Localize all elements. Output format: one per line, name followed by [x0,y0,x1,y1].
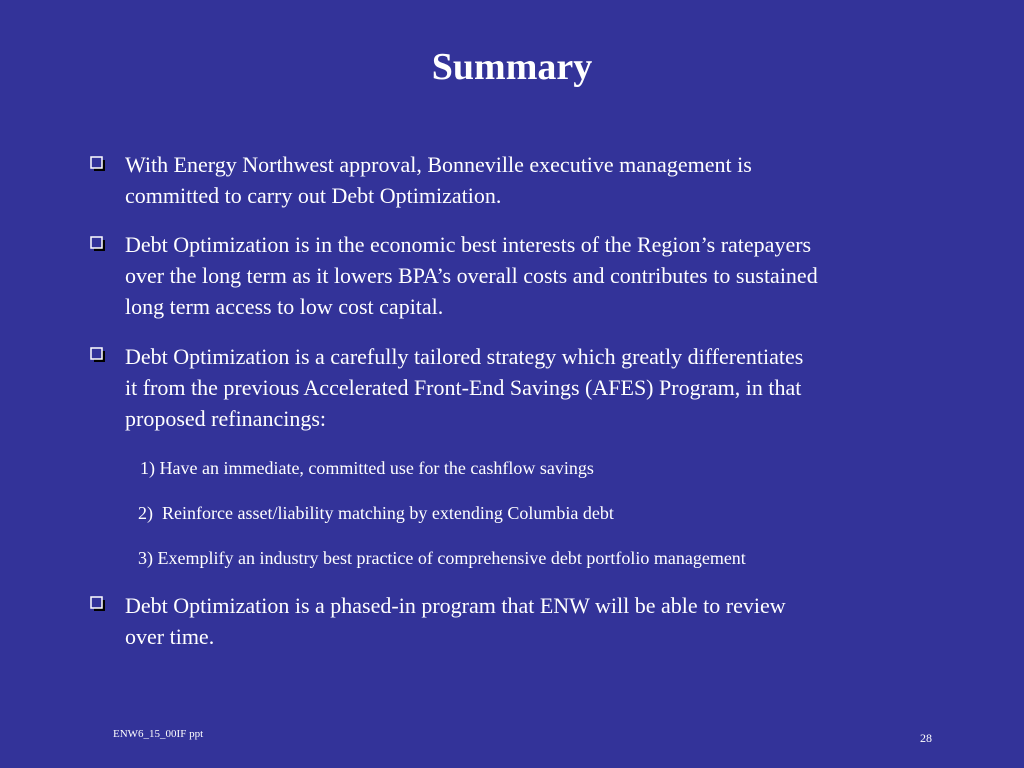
bullet-text: Debt Optimization is a carefully tailored strategy which greatly differentiates it from the previous Accelerated Front-End Savings (AFES) Program, in that proposed refinancings: [125,344,804,431]
bullet-text: Debt Optimization is in the economic best interests of the Region’s ratepayers over the long term as it lowers BPA’s overall costs and contributes to sustained long term access to low cost capital. [125,232,818,319]
footer-filename: ENW6_15_00IF ppt [113,728,204,740]
page-number: 28 [920,731,932,745]
numbered-subitem: 3) Exemplify an industry best practice of comprehensive debt portfolio management [138,548,746,568]
checkbox-square-icon [90,156,106,172]
checkbox-square-icon [90,236,106,252]
checkbox-square-icon [90,347,106,363]
bullet-text: With Energy Northwest approval, Bonneville executive management is committed to carry out Debt Optimization. [125,152,752,208]
bullet-text: Debt Optimization is a phased-in program that ENW will be able to review over time. [125,593,786,649]
checkbox-square-icon [90,596,106,612]
numbered-subitem: 2) Reinforce asset/liability matching by extending Columbia debt [138,503,614,523]
numbered-subitem: 1) Have an immediate, committed use for the cashflow savings [140,458,594,478]
slide-title: Summary [431,46,593,88]
